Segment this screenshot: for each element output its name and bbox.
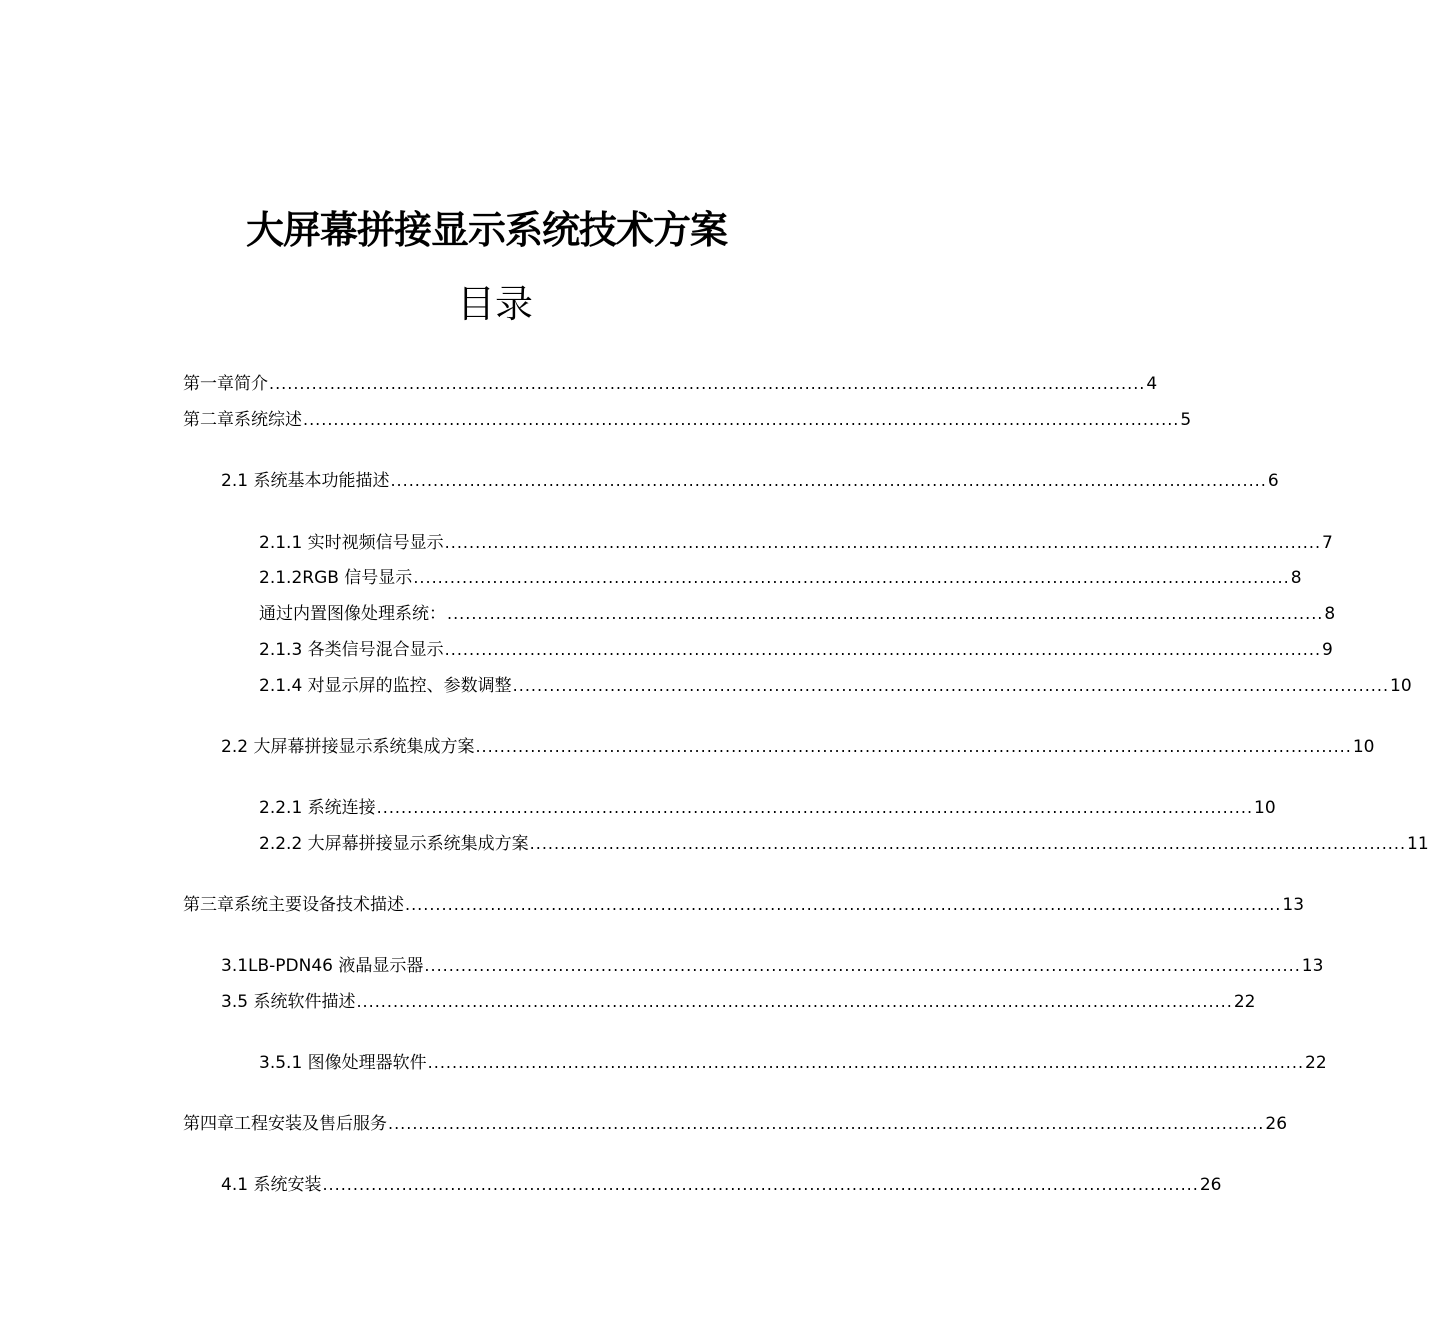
toc-page-number: 5 <box>1180 410 1192 430</box>
toc-page-number: 6 <box>1267 471 1279 491</box>
toc-leader-dots: ................................................................................................................................................ <box>405 895 1282 914</box>
toc-leader-dots: ................................................................................................................................................ <box>447 604 1324 623</box>
toc-entry-2-2-1[interactable] <box>259 795 1276 821</box>
toc-page-number: 11 <box>1407 834 1429 854</box>
toc-entry-text: 2.1.2RGB 信号显示 <box>259 568 413 588</box>
toc-entry-3-5[interactable] <box>221 989 1256 1015</box>
toc-entry-text: 通过内置图像处理系统： <box>259 604 446 624</box>
toc-entry-image-processing[interactable] <box>259 601 1336 627</box>
toc-page-number: 8 <box>1290 568 1302 588</box>
toc-page-number: 13 <box>1282 895 1305 915</box>
toc-leader-dots: ................................................................................................................................................ <box>376 798 1254 817</box>
toc-entry-2-2[interactable] <box>221 734 1375 760</box>
toc-entry-chapter-3[interactable] <box>183 892 1305 918</box>
toc-entry-text: 第三章系统主要设备技术描述 <box>183 895 404 915</box>
toc-entry-text: 第一章简介 <box>183 374 268 394</box>
toc-entry-text: 2.1.3 各类信号混合显示 <box>259 640 444 660</box>
toc-entry-text: 2.2.2 大屏幕拼接显示系统集成方案 <box>259 834 529 854</box>
toc-leader-dots: ................................................................................................................................................ <box>529 834 1407 853</box>
toc-entry-chapter-1[interactable] <box>183 371 1158 397</box>
toc-leader-dots: ................................................................................................................................................ <box>512 676 1390 695</box>
document-title: 大屏幕拼接显示系统技术方案 <box>246 207 728 252</box>
toc-entry-2-2-2[interactable] <box>259 831 1429 857</box>
toc-leader-dots: ................................................................................................................................................ <box>413 568 1290 587</box>
toc-entry-chapter-4[interactable] <box>183 1111 1288 1137</box>
toc-leader-dots: ................................................................................................................................................ <box>444 533 1322 552</box>
toc-page-number: 13 <box>1301 956 1324 976</box>
toc-page-number: 4 <box>1146 374 1158 394</box>
toc-entry-3-5-1[interactable] <box>259 1050 1327 1076</box>
toc-leader-dots: ................................................................................................................................................ <box>390 471 1267 490</box>
toc-entry-text: 2.2.1 系统连接 <box>259 798 376 818</box>
toc-entry-2-1[interactable] <box>221 468 1279 494</box>
toc-entry-2-1-4[interactable] <box>259 673 1412 699</box>
toc-entry-text: 2.1.4 对显示屏的监控、参数调整 <box>259 676 512 696</box>
toc-leader-dots: ................................................................................................................................................ <box>424 956 1301 975</box>
toc-page-number: 22 <box>1305 1053 1327 1073</box>
toc-leader-dots: ................................................................................................................................................ <box>444 640 1322 659</box>
toc-entry-text: 3.5 系统软件描述 <box>221 992 356 1012</box>
toc-leader-dots: ................................................................................................................................................ <box>388 1114 1265 1133</box>
toc-entry-text: 2.2 大屏幕拼接显示系统集成方案 <box>221 737 475 757</box>
toc-page-number: 26 <box>1199 1175 1222 1195</box>
toc-leader-dots: ................................................................................................................................................ <box>475 737 1352 756</box>
toc-entry-text: 2.1.1 实时视频信号显示 <box>259 533 444 553</box>
toc-entry-text: 3.5.1 图像处理器软件 <box>259 1053 427 1073</box>
toc-heading: 目录 <box>456 282 533 326</box>
toc-leader-dots: ................................................................................................................................................ <box>356 992 1233 1011</box>
toc-entry-text: 2.1 系统基本功能描述 <box>221 471 390 491</box>
toc-page-number: 10 <box>1352 737 1375 757</box>
toc-page-number: 8 <box>1324 604 1336 624</box>
toc-entry-3-1[interactable] <box>221 953 1324 979</box>
toc-entry-text: 第二章系统综述 <box>183 410 302 430</box>
toc-page-number: 7 <box>1322 533 1333 553</box>
toc-entry-2-1-1[interactable] <box>259 530 1333 556</box>
toc-entry-chapter-2[interactable] <box>183 407 1192 433</box>
toc-page-number: 9 <box>1322 640 1333 660</box>
toc-page-number: 22 <box>1233 992 1256 1012</box>
toc-page-number: 10 <box>1254 798 1276 818</box>
toc-leader-dots: ................................................................................................................................................ <box>303 410 1180 429</box>
toc-entry-text: 4.1 系统安装 <box>221 1175 322 1195</box>
toc-entry-4-1[interactable] <box>221 1172 1222 1198</box>
toc-entry-2-1-3[interactable] <box>259 637 1333 663</box>
toc-leader-dots: ................................................................................................................................................ <box>322 1175 1199 1194</box>
toc-leader-dots: ................................................................................................................................................ <box>427 1053 1305 1072</box>
toc-entry-2-1-2[interactable] <box>259 565 1302 591</box>
toc-page-number: 10 <box>1390 676 1412 696</box>
toc-entry-text: 3.1LB-PDN46 液晶显示器 <box>221 956 424 976</box>
toc-page-number: 26 <box>1265 1114 1288 1134</box>
toc-entry-text: 第四章工程安装及售后服务 <box>183 1114 387 1134</box>
toc-leader-dots: ................................................................................................................................................ <box>269 374 1146 393</box>
